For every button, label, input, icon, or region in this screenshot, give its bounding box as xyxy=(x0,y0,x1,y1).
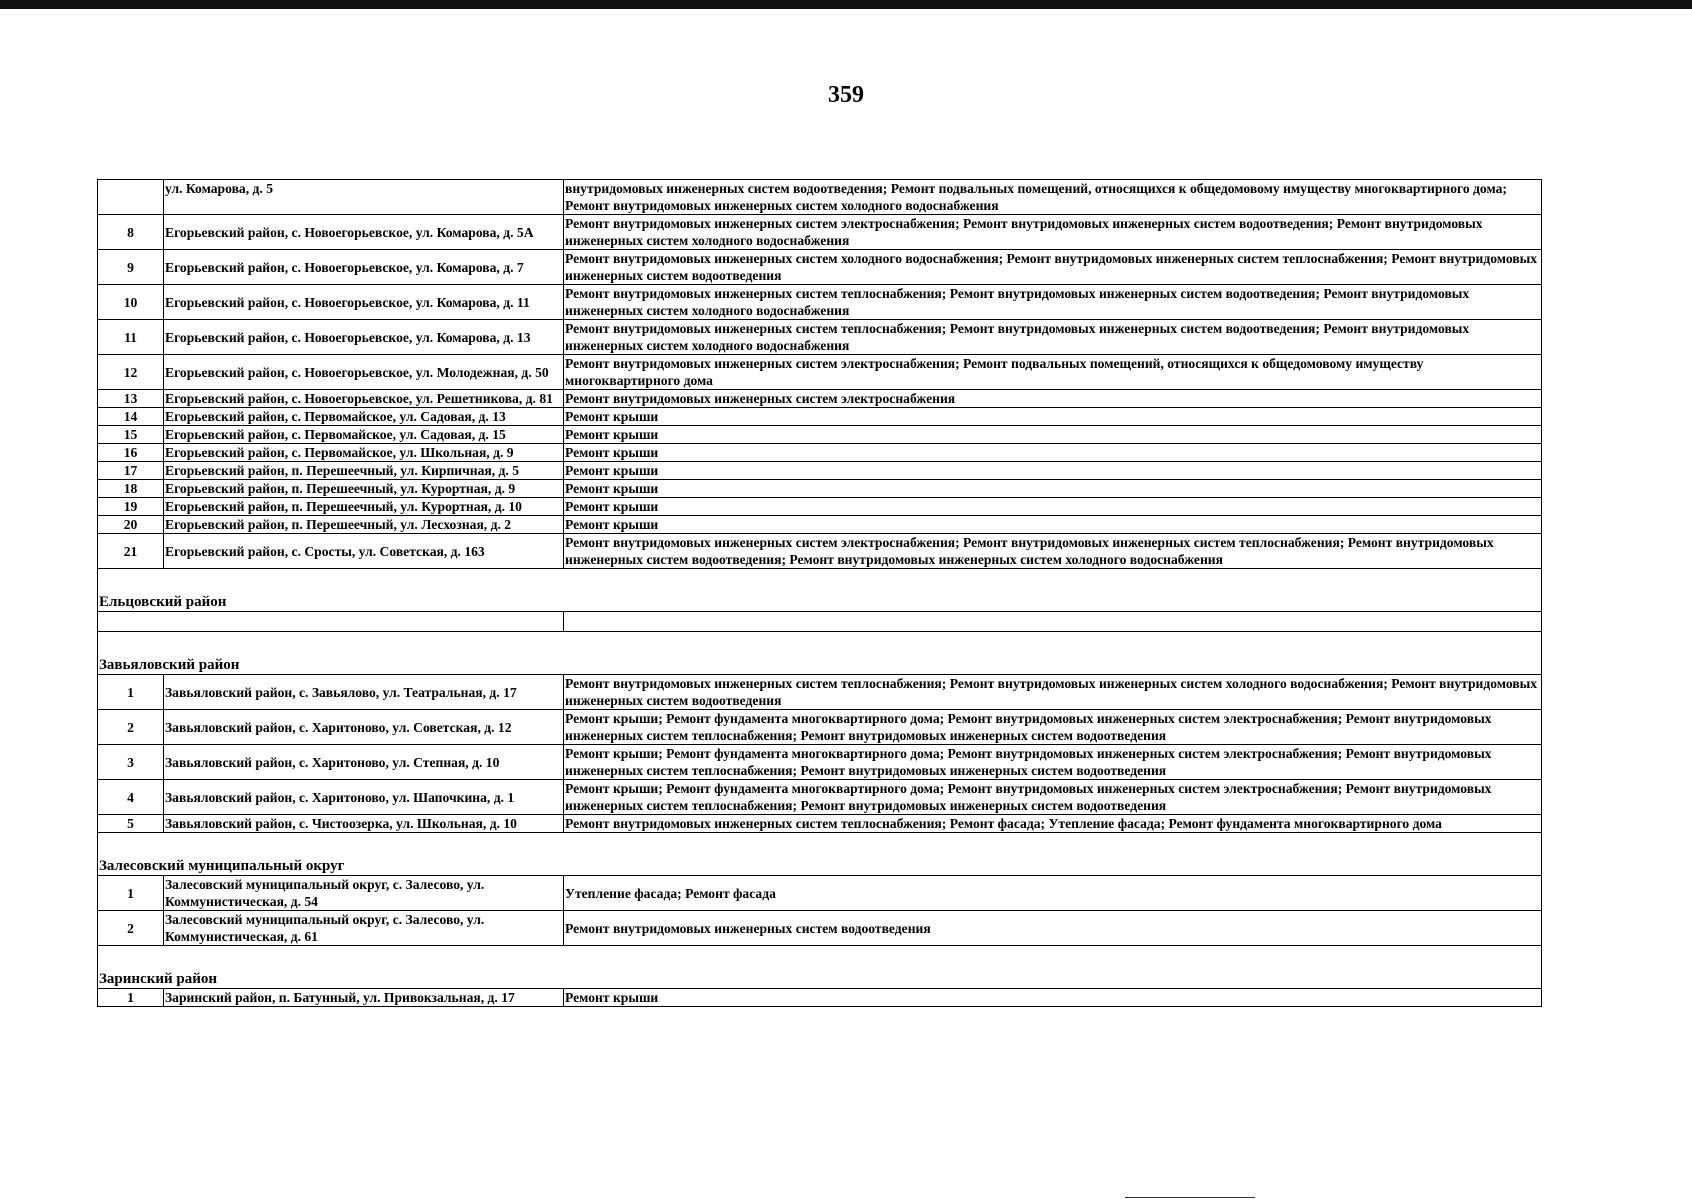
table-row xyxy=(98,534,1542,569)
address-cell: Егорьевский район, с. Новоегорьевское, ул. Молодежная, д. 50 xyxy=(164,355,564,390)
table-row xyxy=(98,408,1542,426)
row-number-cell: 11 xyxy=(98,320,164,355)
address-cell: Завьяловский район, с. Харитоново, ул. Советская, д. 12 xyxy=(164,710,564,745)
scan-top-border xyxy=(0,0,1692,9)
section-title-zalesovsky: Залесовский муниципальный округ xyxy=(98,833,1542,876)
table-row xyxy=(98,815,1542,833)
section-heading-row xyxy=(98,946,1542,989)
address-cell: Егорьевский район, с. Новоегорьевское, ул. Комарова, д. 7 xyxy=(164,250,564,285)
works-cell: Ремонт внутридомовых инженерных систем теплоснабжения; Ремонт внутридомовых инженерных систем водоотведения; Ремонт внутридомовых инженерных систем холодного водоснабжения xyxy=(564,320,1542,355)
section-title-zarinsky: Заринский район xyxy=(98,946,1542,989)
row-number-cell: 17 xyxy=(98,462,164,480)
table-row xyxy=(98,355,1542,390)
section-heading-row xyxy=(98,632,1542,675)
table-row xyxy=(98,320,1542,355)
works-cell: Ремонт внутридомовых инженерных систем электроснабжения xyxy=(564,390,1542,408)
address-cell: Егорьевский район, с. Новоегорьевское, ул. Комарова, д. 5А xyxy=(164,215,564,250)
works-cell: Ремонт внутридомовых инженерных систем теплоснабжения; Ремонт внутридомовых инженерных систем холодного водоснабжения; Ремонт внутридомовых инженерных систем водоотведения xyxy=(564,675,1542,710)
address-cell: Егорьевский район, п. Перешеечный, ул. Кирпичная, д. 5 xyxy=(164,462,564,480)
address-cell: Егорьевский район, с. Новоегорьевское, ул. Комарова, д. 11 xyxy=(164,285,564,320)
works-cell: Ремонт крыши xyxy=(564,426,1542,444)
row-number-cell: 18 xyxy=(98,480,164,498)
empty-row xyxy=(98,612,1542,632)
table-row xyxy=(98,876,1542,911)
table-row xyxy=(98,745,1542,780)
row-number-cell: 14 xyxy=(98,408,164,426)
row-number-cell: 19 xyxy=(98,498,164,516)
address-cell: Егорьевский район, с. Первомайское, ул. Садовая, д. 13 xyxy=(164,408,564,426)
row-number-cell: 8 xyxy=(98,215,164,250)
address-cell: ул. Комарова, д. 5 xyxy=(164,180,564,215)
table-row xyxy=(98,180,1542,215)
works-cell: Ремонт крыши; Ремонт фундамента многоквартирного дома; Ремонт внутридомовых инженерных систем электроснабжения; Ремонт внутридомовых инженерных систем теплоснабжения; Ремонт внутридомовых инженерных систем водоотведения xyxy=(564,780,1542,815)
address-cell: Завьяловский район, с. Завьялово, ул. Театральная, д. 17 xyxy=(164,675,564,710)
table-row xyxy=(98,444,1542,462)
row-number-cell: 1 xyxy=(98,876,164,911)
works-cell: Ремонт внутридомовых инженерных систем теплоснабжения; Ремонт фасада; Утепление фасада; Ремонт фундамента многоквартирного дома xyxy=(564,815,1542,833)
works-cell: Ремонт внутридомовых инженерных систем электроснабжения; Ремонт подвальных помещений, относящихся к общедомовому имуществу многоквартирного дома xyxy=(564,355,1542,390)
table-row xyxy=(98,390,1542,408)
works-cell: Ремонт крыши xyxy=(564,480,1542,498)
works-cell: Ремонт внутридомовых инженерных систем теплоснабжения; Ремонт внутридомовых инженерных систем водоотведения; Ремонт внутридомовых инженерных систем холодного водоснабжения xyxy=(564,285,1542,320)
empty-cell xyxy=(98,612,564,632)
works-cell: Ремонт крыши xyxy=(564,462,1542,480)
row-number-cell xyxy=(98,180,164,215)
page-number: 359 xyxy=(828,82,864,108)
address-cell: Завьяловский район, с. Харитоново, ул. Шапочкина, д. 1 xyxy=(164,780,564,815)
table-row xyxy=(98,480,1542,498)
address-cell: Егорьевский район, с. Новоегорьевское, ул. Решетникова, д. 81 xyxy=(164,390,564,408)
section-title-eltsovsky: Ельцовский район xyxy=(98,569,1542,612)
row-number-cell: 13 xyxy=(98,390,164,408)
empty-cell xyxy=(564,612,1542,632)
table-row xyxy=(98,675,1542,710)
address-cell: Залесовский муниципальный округ, с. Залесово, ул. Коммунистическая, д. 61 xyxy=(164,911,564,946)
works-cell: Ремонт внутридомовых инженерных систем водоотведения xyxy=(564,911,1542,946)
table-row xyxy=(98,250,1542,285)
table-row xyxy=(98,498,1542,516)
works-cell: Ремонт крыши xyxy=(564,516,1542,534)
row-number-cell: 4 xyxy=(98,780,164,815)
section-title-zavyalovsky: Завьяловский район xyxy=(98,632,1542,675)
address-cell: Егорьевский район, п. Перешеечный, ул. Курортная, д. 9 xyxy=(164,480,564,498)
table-row xyxy=(98,462,1542,480)
scan-artifact-line xyxy=(1125,1197,1255,1198)
row-number-cell: 1 xyxy=(98,675,164,710)
row-number-cell: 3 xyxy=(98,745,164,780)
works-cell: Ремонт внутридомовых инженерных систем электроснабжения; Ремонт внутридомовых инженерных систем теплоснабжения; Ремонт внутридомовых инженерных систем водоотведения; Ремонт внутридомовых инженерных систем холодного водоснабжения xyxy=(564,534,1542,569)
table-row xyxy=(98,911,1542,946)
table-row xyxy=(98,989,1542,1007)
section-heading-row xyxy=(98,569,1542,612)
address-cell: Завьяловский район, с. Харитоново, ул. Степная, д. 10 xyxy=(164,745,564,780)
row-number-cell: 12 xyxy=(98,355,164,390)
row-number-cell: 9 xyxy=(98,250,164,285)
works-cell: Ремонт внутридомовых инженерных систем электроснабжения; Ремонт внутридомовых инженерных систем водоотведения; Ремонт внутридомовых инженерных систем холодного водоснабжения xyxy=(564,215,1542,250)
address-cell: Егорьевский район, п. Перешеечный, ул. Курортная, д. 10 xyxy=(164,498,564,516)
row-number-cell: 2 xyxy=(98,710,164,745)
works-cell: Ремонт крыши xyxy=(564,444,1542,462)
table-row xyxy=(98,215,1542,250)
works-cell: Ремонт крыши; Ремонт фундамента многоквартирного дома; Ремонт внутридомовых инженерных систем электроснабжения; Ремонт внутридомовых инженерных систем теплоснабжения; Ремонт внутридомовых инженерных систем водоотведения xyxy=(564,745,1542,780)
address-cell: Заринский район, п. Батунный, ул. Привокзальная, д. 17 xyxy=(164,989,564,1007)
works-cell: внутридомовых инженерных систем водоотведения; Ремонт подвальных помещений, относящихся к общедомовому имуществу многоквартирного дома; Ремонт внутридомовых инженерных систем холодного водоснабжения xyxy=(564,180,1542,215)
row-number-cell: 15 xyxy=(98,426,164,444)
table-row xyxy=(98,780,1542,815)
row-number-cell: 5 xyxy=(98,815,164,833)
section-heading-row xyxy=(98,833,1542,876)
row-number-cell: 2 xyxy=(98,911,164,946)
address-cell: Завьяловский район, с. Чистоозерка, ул. Школьная, д. 10 xyxy=(164,815,564,833)
table-row xyxy=(98,710,1542,745)
works-cell: Ремонт крыши xyxy=(564,989,1542,1007)
address-cell: Егорьевский район, п. Перешеечный, ул. Лесхозная, д. 2 xyxy=(164,516,564,534)
works-cell: Утепление фасада; Ремонт фасада xyxy=(564,876,1542,911)
works-cell: Ремонт крыши; Ремонт фундамента многоквартирного дома; Ремонт внутридомовых инженерных систем электроснабжения; Ремонт внутридомовых инженерных систем теплоснабжения; Ремонт внутридомовых инженерных систем водоотведения xyxy=(564,710,1542,745)
table-row xyxy=(98,285,1542,320)
table-row xyxy=(98,516,1542,534)
address-cell: Егорьевский район, с. Сросты, ул. Советская, д. 163 xyxy=(164,534,564,569)
address-cell: Егорьевский район, с. Новоегорьевское, ул. Комарова, д. 13 xyxy=(164,320,564,355)
row-number-cell: 21 xyxy=(98,534,164,569)
works-cell: Ремонт крыши xyxy=(564,408,1542,426)
row-number-cell: 10 xyxy=(98,285,164,320)
table-row xyxy=(98,426,1542,444)
repair-registry-table xyxy=(97,179,1542,1007)
row-number-cell: 20 xyxy=(98,516,164,534)
row-number-cell: 16 xyxy=(98,444,164,462)
works-cell: Ремонт крыши xyxy=(564,498,1542,516)
row-number-cell: 1 xyxy=(98,989,164,1007)
address-cell: Егорьевский район, с. Первомайское, ул. Садовая, д. 15 xyxy=(164,426,564,444)
works-cell: Ремонт внутридомовых инженерных систем холодного водоснабжения; Ремонт внутридомовых инженерных систем теплоснабжения; Ремонт внутридомовых инженерных систем водоотведения xyxy=(564,250,1542,285)
address-cell: Егорьевский район, с. Первомайское, ул. Школьная, д. 9 xyxy=(164,444,564,462)
address-cell: Залесовский муниципальный округ, с. Залесово, ул. Коммунистическая, д. 54 xyxy=(164,876,564,911)
